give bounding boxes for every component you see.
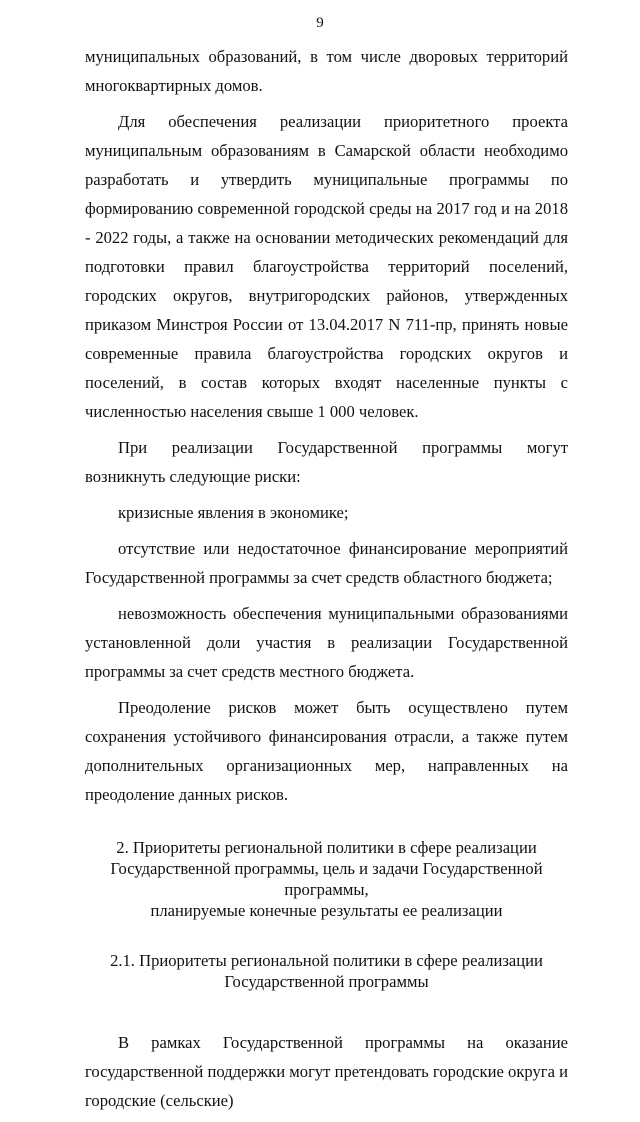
subsection-heading-line: Государственной программы	[224, 972, 429, 991]
paragraph-risk-economy: кризисные явления в экономике;	[118, 503, 349, 522]
paragraph-risks-intro: При реализации Государственной программы могут возникнуть следующие риски:	[85, 438, 568, 486]
section-heading-line: 2. Приоритеты региональной политики в сфере реализации	[116, 838, 537, 857]
subsection-heading	[85, 950, 568, 992]
section-heading-line: планируемые конечные результаты ее реализации	[150, 901, 503, 920]
paragraph-continuation: муниципальных образований, в том числе дворовых территорий многоквартирных домов.	[85, 47, 568, 95]
paragraph-state-support: В рамках Государственной программы на оказание государственной поддержки могут претендовать городские округа и городские (сельские)	[85, 1033, 568, 1110]
subsection-heading-line: 2.1. Приоритеты региональной политики в сфере реализации	[110, 951, 543, 970]
paragraph-risk-mitigation: Преодоление рисков может быть осуществлено путем сохранения устойчивого финансирования отрасли, а также путем дополнительных организационных мер, направленных на преодоление данных рисков.	[85, 698, 568, 804]
section-heading-line: Государственной программы, цель и задачи Государственной программы,	[110, 859, 543, 899]
paragraph-municipal-programs: Для обеспечения реализации приоритетного проекта муниципальным образованиям в Самарской области необходимо разработать и утвердить муниципальные программы по формированию современной городской среды на 2017 год и на 2018 - 2022 годы, а также на основании методических рекомендаций для подготовки правил благоустройства территорий поселений, городских округов, внутригородских районов, утвержденных приказом Минстроя России от 13.04.2017 N 711-пр, принять новые современные правила благоустройства городских округов и поселений, в состав которых входят населенные пункты с численностью населения свыше 1 000 человек.	[85, 112, 568, 421]
paragraph-risk-local-share: невозможность обеспечения муниципальными образованиями установленной доли участия в реализации Государственной программы за счет средств местного бюджета.	[85, 604, 568, 681]
document-body	[85, 42, 568, 1122]
paragraph-risk-funding: отсутствие или недостаточное финансирование мероприятий Государственной программы за счет средств областного бюджета;	[85, 539, 568, 587]
section-heading	[85, 837, 568, 921]
page-number: 9	[316, 15, 324, 31]
